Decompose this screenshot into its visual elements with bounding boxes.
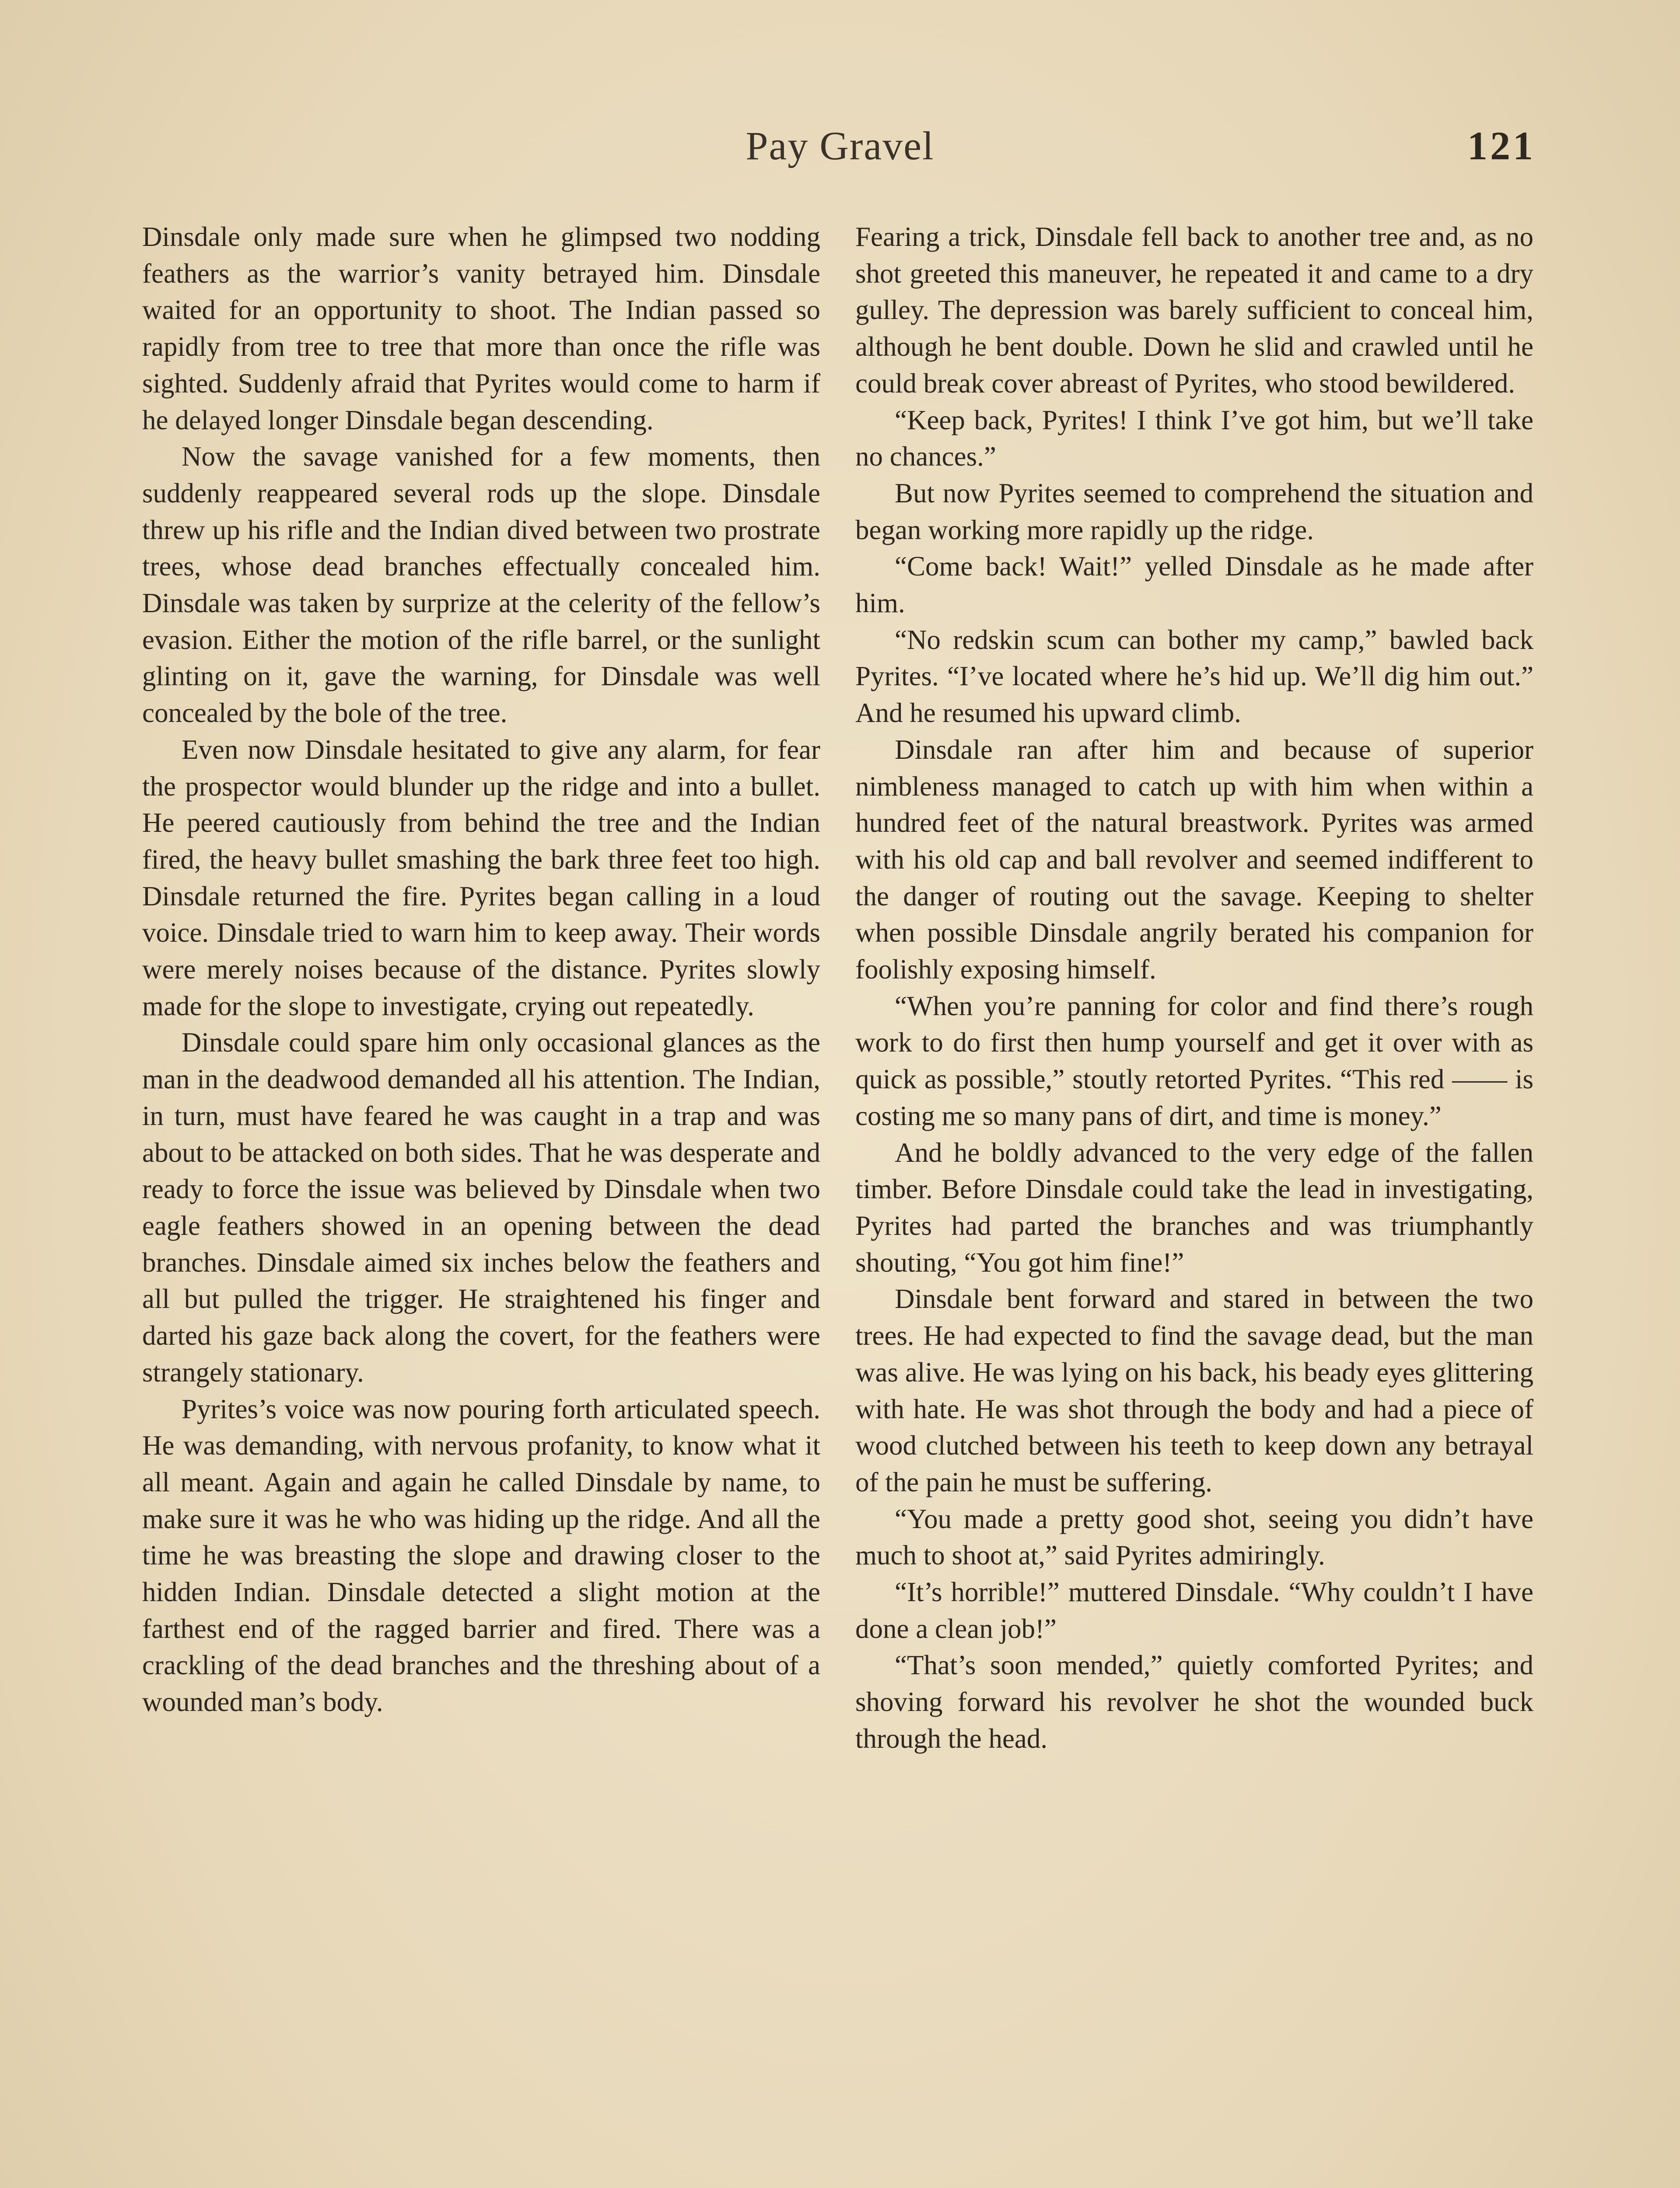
paragraph: “No redskin scum can bother my camp,” bawled back Pyrites. “I’ve located where he’s hid up. We’ll dig him out.” And he resumed his upward climb. xyxy=(855,624,1533,729)
paragraph: “It’s horrible!” muttered Dinsdale. “Why couldn’t I have done a clean job!” xyxy=(855,1577,1533,1644)
paragraph: But now Pyrites seemed to comprehend the situation and began working more rapidly up the ridge. xyxy=(855,477,1533,545)
running-title: Pay Gravel xyxy=(746,123,934,168)
right-column xyxy=(855,219,1533,2188)
paragraph: “When you’re panning for color and find there’s rough work to do first then hump yourself and get it over with as quick as possible,” stoutly retorted Pyrites. “This red —— is costing me so many pans of dirt, and time is money.” xyxy=(855,990,1533,1131)
paragraph: “Keep back, Pyrites! I think I’ve got him, but we’ll take no chances.” xyxy=(855,404,1533,472)
paragraph: “That’s soon mended,” quietly comforted Pyrites; and shoving forward his revolver he shot the wounded buck through the head. xyxy=(855,1650,1533,1754)
paragraph: Now the savage vanished for a few moments, then suddenly reappeared several rods up the slope. Dinsdale threw up his rifle and the Indian dived between two prostrate trees, whose dead branches effectually concealed him. Dinsdale was taken by surprize at the celerity of the fellow’s evasion. Either the motion of the rifle barrel, or the sunlight glinting on it, gave the warning, for Dinsdale was well concealed by the bole of the tree. xyxy=(142,441,820,729)
page-number: 121 xyxy=(1467,123,1536,168)
paragraph: Dinsdale bent forward and stared in between the two trees. He had expected to find the savage dead, but the man was alive. He was lying on his back, his beady eyes glittering with hate. He was shot through the body and had a piece of wood clutched between his teeth to keep down any betrayal of the pain he must be suffering. xyxy=(855,1283,1533,1497)
paragraph: Dinsdale ran after him and because of superior nimbleness managed to catch up with him when within a hundred feet of the natural breastwork. Pyrites was armed with his old cap and ball revolver and seemed indifferent to the danger of routing out the savage. Keeping to shelter when possible Dinsdale angrily berated his companion for foolishly exposing himself. xyxy=(855,734,1533,985)
paragraph: Even now Dinsdale hesitated to give any alarm, for fear the prospector would blunder up the ridge and into a bullet. He peered cautiously from behind the tree and the Indian fired, the heavy bullet smashing the bark three feet too high. Dinsdale returned the fire. Pyrites began calling in a loud voice. Dinsdale tried to warn him to keep away. Their words were merely noises because of the distance. Pyrites slowly made for the slope to investigate, crying out repeatedly. xyxy=(142,734,820,1021)
paragraph: Pyrites’s voice was now pouring forth articulated speech. He was demanding, with nervous profanity, to know what it all meant. Again and again he called Dinsdale by name, to make sure it was he who was hiding up the ridge. And all the time he was breasting the slope and drawing closer to the hidden Indian. Dinsdale detected a slight motion at the farthest end of the ragged barrier and fired. There was a crackling of the dead branches and the threshing about of a wounded man’s body. xyxy=(142,1393,820,1718)
paragraph: Fearing a trick, Dinsdale fell back to another tree and, as no shot greeted this maneuver, he repeated it and came to a dry gulley. The depression was barely sufficient to conceal him, although he bent double. Down he slid and crawled until he could break cover abreast of Pyrites, who stood bewildered. xyxy=(855,221,1533,399)
paragraph: “You made a pretty good shot, seeing you didn’t have much to shoot at,” said Pyrites admiringly. xyxy=(855,1503,1533,1571)
paragraph: And he boldly advanced to the very edge of the fallen timber. Before Dinsdale could take the lead in investigating, Pyrites had parted the branches and was triumphantly shouting, “You got him fine!” xyxy=(855,1137,1533,1278)
paragraph: Dinsdale could spare him only occasional glances as the man in the deadwood demanded all his attention. The Indian, in turn, must have feared he was caught in a trap and was about to be attacked on both sides. That he was desperate and ready to force the issue was believed by Dinsdale when two eagle feathers showed in an opening between the dead branches. Dinsdale aimed six inches below the feathers and all but pulled the trigger. He straightened his finger and darted his gaze back along the covert, for the feathers were strangely stationary. xyxy=(142,1027,820,1388)
paragraph: Dinsdale only made sure when he glimpsed two nodding feathers as the warrior’s vanity betrayed him. Dinsdale waited for an opportunity to shoot. The Indian passed so rapidly from tree to tree that more than once the rifle was sighted. Suddenly afraid that Pyrites would come to harm if he delayed longer Dinsdale began descending. xyxy=(142,221,820,435)
paragraph: “Come back! Wait!” yelled Dinsdale as he made after him. xyxy=(855,551,1533,619)
page-header xyxy=(144,123,1536,193)
left-column xyxy=(142,219,820,2188)
